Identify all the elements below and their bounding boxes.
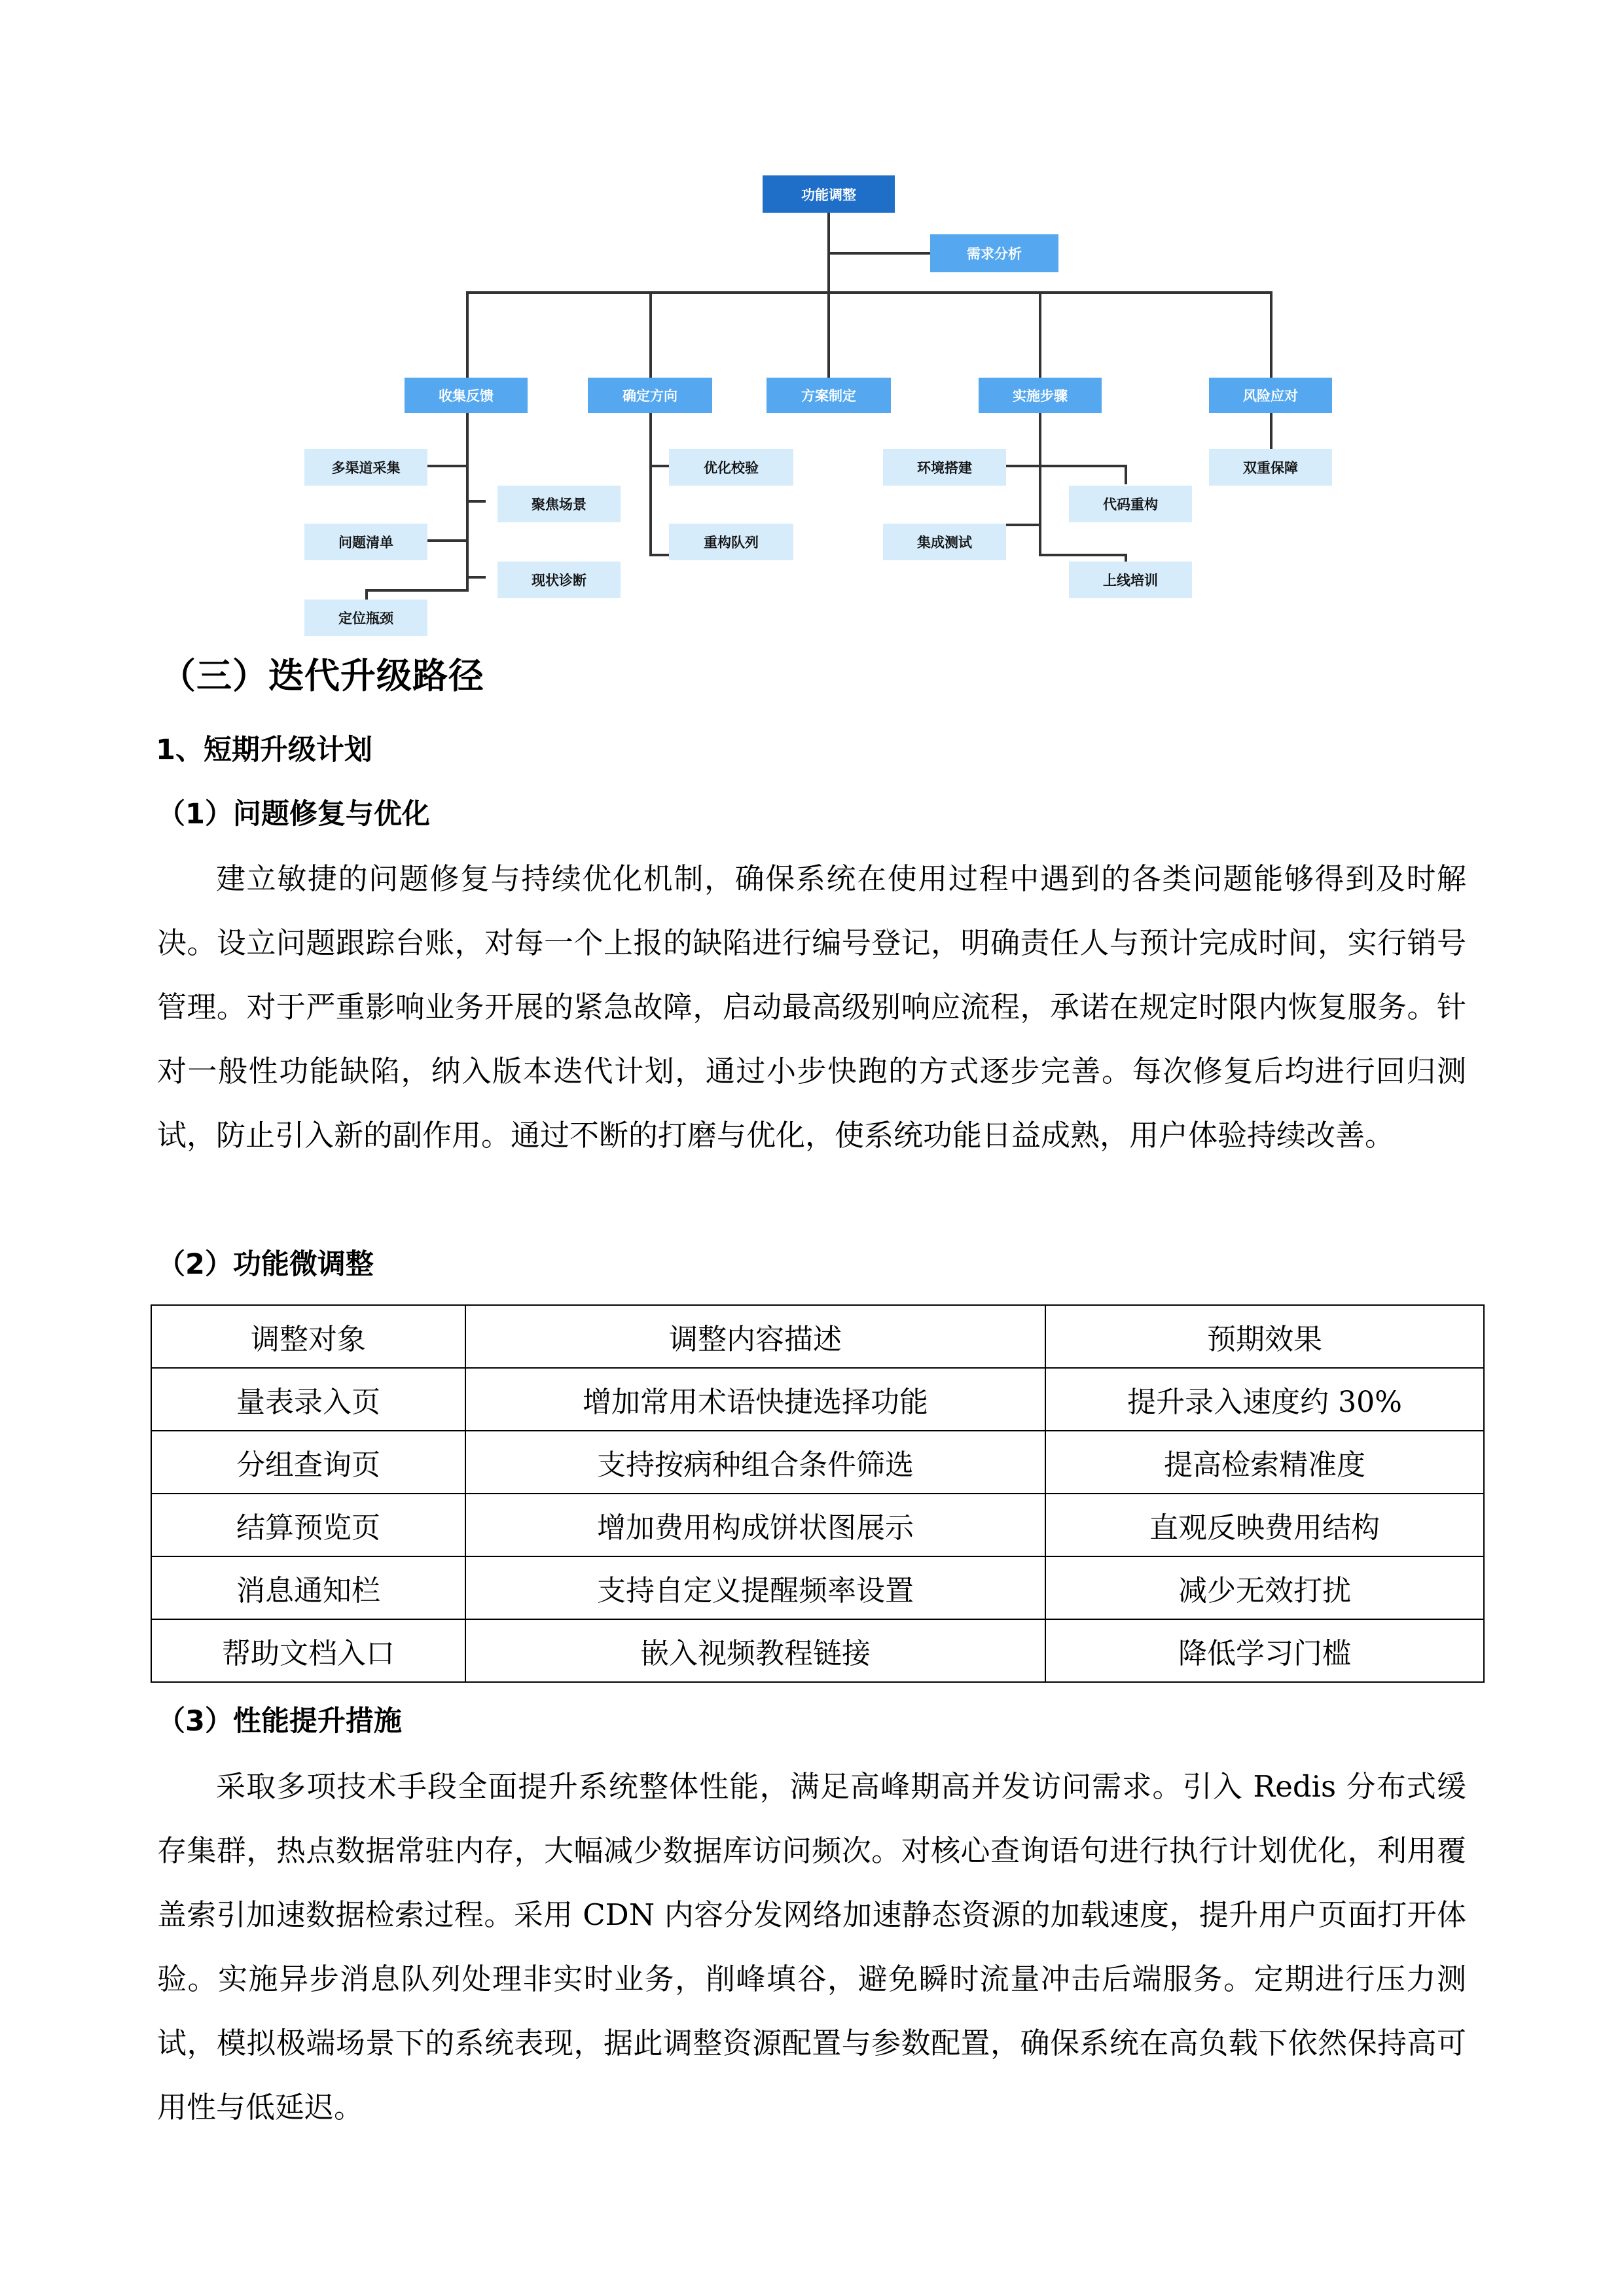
- connector-line: [466, 500, 486, 503]
- node-leaf: 上线培训: [1069, 562, 1192, 598]
- node-leaf: 定位瓶颈: [304, 600, 427, 636]
- connector-line: [1125, 465, 1127, 484]
- connector-line: [649, 465, 669, 467]
- node-leaf: 多渠道采集: [304, 449, 427, 486]
- node-branch: 实施步骤: [979, 378, 1102, 413]
- node-leaf: 优化校验: [669, 449, 793, 486]
- connector-line: [1039, 465, 1127, 467]
- table-cell: 量表录入页: [151, 1368, 465, 1431]
- part1-body: 建立敏捷的问题修复与持续优化机制，确保系统在使用过程中遇到的各类问题能够得到及时解决。设立问题跟踪台账，对每一个上报的缺陷进行编号登记，明确责任人与预计完成时间，实行销号管理。对于严重影响业务开展的紧急故障，启动最高级别响应流程，承诺在规定时限内恢复服务。针对一般性功能缺陷，纳入版本迭代计划，通过小步快跑的方式逐步完善。每次修复后均进行回归测试，防止引入新的副作用。通过不断的打磨与优化，使系统功能日益成熟，用户体验持续改善。: [157, 861, 1466, 1153]
- subsection-title: 1、短期升级计划: [156, 734, 372, 766]
- connector-line: [466, 291, 1272, 294]
- connector-line: [466, 576, 486, 579]
- table-row: [151, 1368, 1484, 1431]
- table-cell: 帮助文档入口: [151, 1619, 465, 1682]
- part1-title: （1）问题修复与优化: [157, 798, 430, 831]
- node-leaf: 集成测试: [883, 524, 1006, 560]
- node-branch: 方案制定: [767, 378, 891, 413]
- table-header: 调整内容描述: [465, 1305, 1045, 1368]
- table-cell: 支持自定义提醒频率设置: [465, 1556, 1045, 1619]
- connector-line: [1270, 291, 1272, 378]
- table-cell: 降低学习门槛: [1045, 1619, 1484, 1682]
- table-row: [151, 1556, 1484, 1619]
- node-branch: 收集反馈: [405, 378, 528, 413]
- org-chart: [0, 0, 1624, 648]
- part3-title: （3）性能提升措施: [157, 1705, 402, 1738]
- table-cell: 支持按病种组合条件筛选: [465, 1431, 1045, 1494]
- connector-line: [649, 412, 652, 556]
- connector-line: [365, 589, 469, 592]
- node-leaf: 双重保障: [1209, 449, 1332, 486]
- part2-title: （2）功能微调整: [157, 1248, 374, 1281]
- connector-line: [466, 291, 469, 378]
- table-cell: 提高检索精准度: [1045, 1431, 1484, 1494]
- connector-line: [1039, 554, 1127, 556]
- table-cell: 消息通知栏: [151, 1556, 465, 1619]
- table-cell: 分组查询页: [151, 1431, 465, 1494]
- node-leaf: 代码重构: [1069, 486, 1192, 522]
- connector-line: [1039, 412, 1041, 556]
- table-cell: 嵌入视频教程链接: [465, 1619, 1045, 1682]
- table-cell: 提升录入速度约 30%: [1045, 1368, 1484, 1431]
- table-cell: 结算预览页: [151, 1494, 465, 1556]
- table-cell: 增加常用术语快捷选择功能: [465, 1368, 1045, 1431]
- connector-line: [1039, 291, 1041, 378]
- table-cell: 减少无效打扰: [1045, 1556, 1484, 1619]
- table-cell: 直观反映费用结构: [1045, 1494, 1484, 1556]
- table-row: [151, 1494, 1484, 1556]
- table-row: [151, 1619, 1484, 1682]
- connector-line: [649, 291, 652, 378]
- node-root: 功能调整: [763, 175, 895, 213]
- table-cell: 增加费用构成饼状图展示: [465, 1494, 1045, 1556]
- adjustment-table: [151, 1304, 1485, 1683]
- node-branch: 风险应对: [1209, 378, 1332, 413]
- section-title: （三）迭代升级路径: [160, 655, 484, 696]
- node-leaf: 聚焦场景: [497, 486, 621, 522]
- table-header: 预期效果: [1045, 1305, 1484, 1368]
- node-leaf: 问题清单: [304, 524, 427, 560]
- connector-line: [649, 554, 669, 556]
- table-header-row: [151, 1305, 1484, 1368]
- part3-body: 采取多项技术手段全面提升系统整体性能，满足高峰期高并发访问需求。引入 Redis 分布式缓存集群，热点数据常驻内存，大幅减少数据库访问频次。对核心查询语句进行执行计划优化，利用覆盖索引加速数据检索过程。采用 CDN 内容分发网络加速静态资源的加载速度，提升用户页面打开体验。实施异步消息队列处理非实时业务，削峰填谷，避免瞬时流量冲击后端服务。定期进行压力测试，模拟极端场景下的系统表现，据此调整资源配置与参数配置，确保系统在高负载下依然保持高可用性与低延迟。: [157, 1769, 1466, 2125]
- node-branch: 确定方向: [588, 378, 712, 413]
- node-leaf: 重构队列: [669, 524, 793, 560]
- connector-line: [827, 252, 930, 255]
- table-header: 调整对象: [151, 1305, 465, 1368]
- node-aside: 需求分析: [930, 234, 1058, 272]
- node-leaf: 现状诊断: [497, 562, 621, 598]
- table-row: [151, 1431, 1484, 1494]
- connector-line: [1270, 412, 1272, 449]
- connector-line: [827, 291, 830, 378]
- node-leaf: 环境搭建: [883, 449, 1006, 486]
